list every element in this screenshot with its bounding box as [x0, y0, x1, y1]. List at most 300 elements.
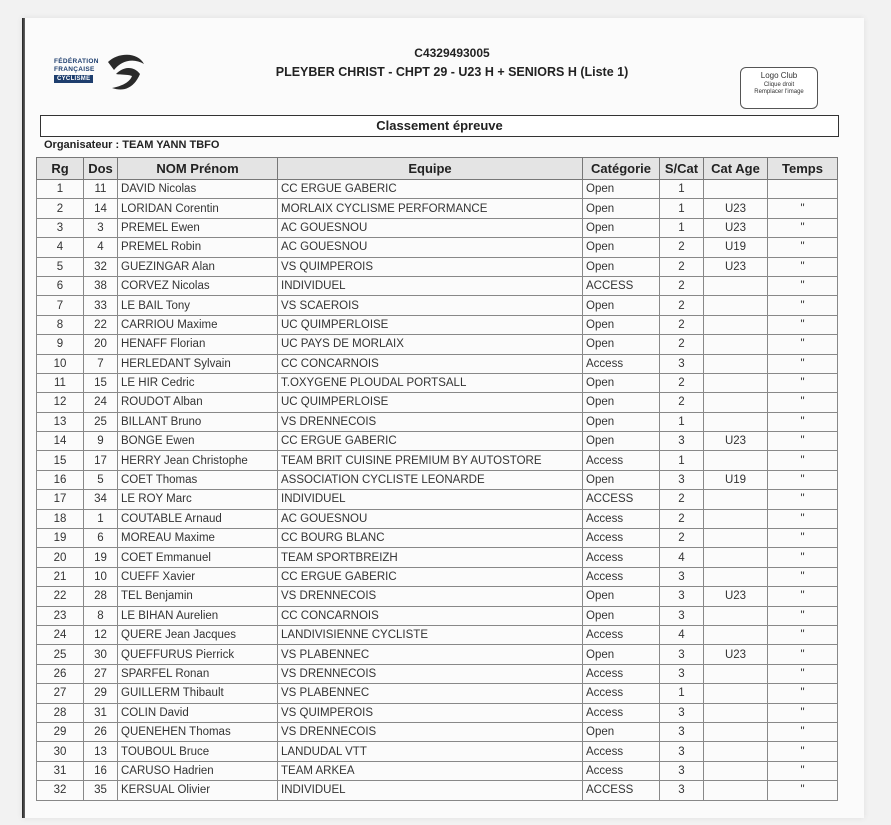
category-cell: Access: [583, 451, 660, 470]
table-row: [37, 412, 838, 431]
subcategory-cell: 3: [660, 761, 704, 780]
age-category-cell: U23: [704, 432, 768, 451]
table-row: [37, 238, 838, 257]
rider-name-cell: TEL Benjamin: [118, 587, 278, 606]
bib-cell: 24: [84, 393, 118, 412]
team-cell: UC QUIMPERLOISE: [278, 315, 583, 334]
column-header: Catégorie: [583, 158, 660, 180]
time-cell: ": [768, 276, 838, 295]
rank-cell: 20: [37, 548, 84, 567]
subcategory-cell: 2: [660, 238, 704, 257]
race-code: C4329493005: [414, 46, 490, 60]
rank-cell: 6: [37, 276, 84, 295]
category-cell: Open: [583, 722, 660, 741]
table-row: [37, 315, 838, 334]
team-cell: CC CONCARNOIS: [278, 354, 583, 373]
rider-name-cell: QUEFFURUS Pierrick: [118, 645, 278, 664]
time-cell: ": [768, 722, 838, 741]
time-cell: ": [768, 238, 838, 257]
category-cell: Access: [583, 703, 660, 722]
team-cell: CC ERGUE GABERIC: [278, 567, 583, 586]
time-cell: ": [768, 412, 838, 431]
team-cell: LANDIVISIENNE CYCLISTE: [278, 625, 583, 644]
bib-cell: 33: [84, 296, 118, 315]
age-category-cell: [704, 373, 768, 392]
bib-cell: 7: [84, 354, 118, 373]
subcategory-cell: 1: [660, 199, 704, 218]
bib-cell: 35: [84, 781, 118, 800]
bib-cell: 26: [84, 722, 118, 741]
rank-cell: 23: [37, 606, 84, 625]
table-row: [37, 218, 838, 237]
team-cell: AC GOUESNOU: [278, 509, 583, 528]
bib-cell: 29: [84, 684, 118, 703]
rank-cell: 30: [37, 742, 84, 761]
age-category-cell: [704, 509, 768, 528]
age-category-cell: [704, 490, 768, 509]
column-header: Cat Age: [704, 158, 768, 180]
team-cell: UC QUIMPERLOISE: [278, 393, 583, 412]
subcategory-cell: 1: [660, 451, 704, 470]
rider-name-cell: COLIN David: [118, 703, 278, 722]
team-cell: ASSOCIATION CYCLISTE LEONARDE: [278, 470, 583, 489]
subcategory-cell: 3: [660, 567, 704, 586]
table-row: [37, 548, 838, 567]
time-cell: ": [768, 664, 838, 683]
logo-line-3: CYCLISME: [54, 75, 93, 83]
time-cell: ": [768, 470, 838, 489]
team-cell: T.OXYGENE PLOUDAL PORTSALL: [278, 373, 583, 392]
bib-cell: 28: [84, 587, 118, 606]
rider-name-cell: CORVEZ Nicolas: [118, 276, 278, 295]
rider-name-cell: COUTABLE Arnaud: [118, 509, 278, 528]
bib-cell: 1: [84, 509, 118, 528]
subcategory-cell: 3: [660, 722, 704, 741]
rank-cell: 13: [37, 412, 84, 431]
table-row: [37, 703, 838, 722]
rider-name-cell: CUEFF Xavier: [118, 567, 278, 586]
subcategory-cell: 3: [660, 587, 704, 606]
rider-name-cell: HERLEDANT Sylvain: [118, 354, 278, 373]
age-category-cell: [704, 781, 768, 800]
age-category-cell: U19: [704, 470, 768, 489]
table-row: [37, 180, 838, 199]
time-cell: ": [768, 625, 838, 644]
subcategory-cell: 2: [660, 276, 704, 295]
subcategory-cell: 2: [660, 490, 704, 509]
rider-name-cell: GUILLERM Thibault: [118, 684, 278, 703]
bib-cell: 30: [84, 645, 118, 664]
time-cell: ": [768, 645, 838, 664]
category-cell: Open: [583, 218, 660, 237]
age-category-cell: [704, 761, 768, 780]
ffc-logo: [48, 48, 158, 98]
team-cell: CC ERGUE GABERIC: [278, 432, 583, 451]
team-cell: INDIVIDUEL: [278, 276, 583, 295]
rider-name-cell: LE BAIL Tony: [118, 296, 278, 315]
time-cell: ": [768, 199, 838, 218]
bib-cell: 19: [84, 548, 118, 567]
subcategory-cell: 4: [660, 625, 704, 644]
table-row: [37, 742, 838, 761]
rank-cell: 3: [37, 218, 84, 237]
rider-name-cell: COET Thomas: [118, 470, 278, 489]
table-row: [37, 761, 838, 780]
age-category-cell: [704, 742, 768, 761]
bib-cell: 15: [84, 373, 118, 392]
subcategory-cell: 2: [660, 509, 704, 528]
subcategory-cell: 3: [660, 354, 704, 373]
rank-cell: 11: [37, 373, 84, 392]
subcategory-cell: 2: [660, 257, 704, 276]
category-cell: Open: [583, 335, 660, 354]
subcategory-cell: 2: [660, 373, 704, 392]
category-cell: Access: [583, 354, 660, 373]
category-cell: Open: [583, 315, 660, 334]
table-row: [37, 490, 838, 509]
column-header: Temps: [768, 158, 838, 180]
time-cell: ": [768, 781, 838, 800]
subcategory-cell: 2: [660, 393, 704, 412]
rank-cell: 32: [37, 781, 84, 800]
category-cell: Access: [583, 761, 660, 780]
age-category-cell: [704, 393, 768, 412]
category-cell: Open: [583, 432, 660, 451]
table-row: [37, 781, 838, 800]
rider-name-cell: LE BIHAN Aurelien: [118, 606, 278, 625]
subcategory-cell: 4: [660, 548, 704, 567]
subcategory-cell: 2: [660, 335, 704, 354]
team-cell: VS DRENNECOIS: [278, 722, 583, 741]
time-cell: ": [768, 451, 838, 470]
subcategory-cell: 1: [660, 180, 704, 199]
category-cell: Open: [583, 587, 660, 606]
rider-name-cell: PREMEL Robin: [118, 238, 278, 257]
table-row: [37, 276, 838, 295]
subcategory-cell: 2: [660, 296, 704, 315]
time-cell: ": [768, 606, 838, 625]
rank-cell: 16: [37, 470, 84, 489]
subcategory-cell: 2: [660, 529, 704, 548]
team-cell: MORLAIX CYCLISME PERFORMANCE: [278, 199, 583, 218]
rank-cell: 10: [37, 354, 84, 373]
rider-name-cell: CARUSO Hadrien: [118, 761, 278, 780]
team-cell: INDIVIDUEL: [278, 781, 583, 800]
rider-name-cell: BILLANT Bruno: [118, 412, 278, 431]
table-row: [37, 335, 838, 354]
subcategory-cell: 3: [660, 742, 704, 761]
rider-name-cell: CARRIOU Maxime: [118, 315, 278, 334]
category-cell: Open: [583, 373, 660, 392]
bib-cell: 31: [84, 703, 118, 722]
time-cell: ": [768, 509, 838, 528]
age-category-cell: [704, 606, 768, 625]
team-cell: CC BOURG BLANC: [278, 529, 583, 548]
rank-cell: 2: [37, 199, 84, 218]
age-category-cell: [704, 567, 768, 586]
category-cell: ACCESS: [583, 490, 660, 509]
subcategory-cell: 3: [660, 432, 704, 451]
time-cell: ": [768, 393, 838, 412]
table-row: [37, 296, 838, 315]
time-cell: ": [768, 548, 838, 567]
race-title: PLEYBER CHRIST - CHPT 29 - U23 H + SENIORS H (Liste 1): [275, 65, 629, 79]
time-cell: ": [768, 567, 838, 586]
bib-cell: 14: [84, 199, 118, 218]
team-cell: TEAM SPORTBREIZH: [278, 548, 583, 567]
bib-cell: 17: [84, 451, 118, 470]
rank-cell: 24: [37, 625, 84, 644]
table-row: [37, 257, 838, 276]
team-cell: VS PLABENNEC: [278, 645, 583, 664]
table-row: [37, 684, 838, 703]
rider-name-cell: LE ROY Marc: [118, 490, 278, 509]
subcategory-cell: 2: [660, 315, 704, 334]
rank-cell: 5: [37, 257, 84, 276]
table-row: [37, 451, 838, 470]
subcategory-cell: 3: [660, 645, 704, 664]
column-header: NOM Prénom: [118, 158, 278, 180]
rider-name-cell: HENAFF Florian: [118, 335, 278, 354]
rank-cell: 26: [37, 664, 84, 683]
category-cell: Open: [583, 199, 660, 218]
time-cell: ": [768, 432, 838, 451]
team-cell: VS QUIMPEROIS: [278, 703, 583, 722]
time-cell: ": [768, 529, 838, 548]
subcategory-cell: 1: [660, 684, 704, 703]
category-cell: Open: [583, 412, 660, 431]
rank-cell: 31: [37, 761, 84, 780]
column-header: Dos: [84, 158, 118, 180]
age-category-cell: [704, 722, 768, 741]
time-cell: ": [768, 742, 838, 761]
rider-name-cell: GUEZINGAR Alan: [118, 257, 278, 276]
rank-cell: 7: [37, 296, 84, 315]
table-row: [37, 722, 838, 741]
category-cell: Open: [583, 645, 660, 664]
table-row: [37, 625, 838, 644]
bib-cell: 38: [84, 276, 118, 295]
bib-cell: 8: [84, 606, 118, 625]
age-category-cell: [704, 703, 768, 722]
bib-cell: 11: [84, 180, 118, 199]
team-cell: UC PAYS DE MORLAIX: [278, 335, 583, 354]
time-cell: ": [768, 587, 838, 606]
rider-name-cell: QUENEHEN Thomas: [118, 722, 278, 741]
age-category-cell: [704, 684, 768, 703]
time-cell: ": [768, 218, 838, 237]
rider-name-cell: SPARFEL Ronan: [118, 664, 278, 683]
team-cell: INDIVIDUEL: [278, 490, 583, 509]
age-category-cell: [704, 354, 768, 373]
category-cell: Access: [583, 548, 660, 567]
subcategory-cell: 1: [660, 218, 704, 237]
rider-name-cell: LORIDAN Corentin: [118, 199, 278, 218]
age-category-cell: [704, 296, 768, 315]
logo-club-placeholder: [740, 67, 818, 109]
age-category-cell: [704, 451, 768, 470]
rider-name-cell: COET Emmanuel: [118, 548, 278, 567]
team-cell: VS PLABENNEC: [278, 684, 583, 703]
age-category-cell: [704, 315, 768, 334]
table-row: [37, 664, 838, 683]
column-header: S/Cat: [660, 158, 704, 180]
bib-cell: 34: [84, 490, 118, 509]
rank-cell: 22: [37, 587, 84, 606]
age-category-cell: U23: [704, 218, 768, 237]
team-cell: AC GOUESNOU: [278, 218, 583, 237]
rider-name-cell: ROUDOT Alban: [118, 393, 278, 412]
subcategory-cell: 3: [660, 470, 704, 489]
rank-cell: 19: [37, 529, 84, 548]
table-row: [37, 373, 838, 392]
logo-club-hint-2: Remplacer l'image: [754, 89, 804, 95]
rank-cell: 9: [37, 335, 84, 354]
bib-cell: 5: [84, 470, 118, 489]
category-cell: Open: [583, 606, 660, 625]
logo-line-1: FÉDÉRATION: [54, 58, 99, 65]
logo-club-hint-1: Clique droit: [763, 82, 795, 88]
time-cell: [768, 180, 838, 199]
age-category-cell: U23: [704, 257, 768, 276]
category-cell: Access: [583, 529, 660, 548]
table-row: [37, 432, 838, 451]
table-row: [37, 509, 838, 528]
time-cell: ": [768, 354, 838, 373]
subcategory-cell: 3: [660, 781, 704, 800]
logo-line-2: FRANÇAISE: [54, 66, 95, 73]
team-cell: VS DRENNECOIS: [278, 587, 583, 606]
time-cell: ": [768, 490, 838, 509]
team-cell: CC CONCARNOIS: [278, 606, 583, 625]
age-category-cell: U23: [704, 199, 768, 218]
table-row: [37, 470, 838, 489]
rank-cell: 27: [37, 684, 84, 703]
category-cell: Access: [583, 509, 660, 528]
team-cell: TEAM ARKEA: [278, 761, 583, 780]
rank-cell: 28: [37, 703, 84, 722]
rider-name-cell: PREMEL Ewen: [118, 218, 278, 237]
rider-name-cell: BONGE Ewen: [118, 432, 278, 451]
bib-cell: 13: [84, 742, 118, 761]
section-title: Classement épreuve: [40, 115, 839, 137]
team-cell: VS SCAEROIS: [278, 296, 583, 315]
subcategory-cell: 3: [660, 664, 704, 683]
category-cell: Open: [583, 238, 660, 257]
team-cell: VS DRENNECOIS: [278, 664, 583, 683]
time-cell: ": [768, 315, 838, 334]
team-cell: TEAM BRIT CUISINE PREMIUM BY AUTOSTORE: [278, 451, 583, 470]
results-table: [36, 157, 838, 801]
rank-cell: 12: [37, 393, 84, 412]
table-row: [37, 199, 838, 218]
age-category-cell: [704, 412, 768, 431]
age-category-cell: [704, 664, 768, 683]
team-cell: LANDUDAL VTT: [278, 742, 583, 761]
category-cell: Access: [583, 742, 660, 761]
age-category-cell: [704, 276, 768, 295]
team-cell: VS QUIMPEROIS: [278, 257, 583, 276]
bib-cell: 32: [84, 257, 118, 276]
results-sheet: [22, 18, 864, 818]
category-cell: Open: [583, 470, 660, 489]
category-cell: Access: [583, 567, 660, 586]
age-category-cell: [704, 335, 768, 354]
rider-name-cell: TOUBOUL Bruce: [118, 742, 278, 761]
rank-cell: 29: [37, 722, 84, 741]
bib-cell: 12: [84, 625, 118, 644]
table-header-row: [37, 158, 838, 180]
table-row: [37, 587, 838, 606]
table-row: [37, 529, 838, 548]
rider-name-cell: QUERE Jean Jacques: [118, 625, 278, 644]
bib-cell: 20: [84, 335, 118, 354]
category-cell: Open: [583, 296, 660, 315]
table-row: [37, 393, 838, 412]
time-cell: ": [768, 684, 838, 703]
bib-cell: 10: [84, 567, 118, 586]
column-header: Rg: [37, 158, 84, 180]
bib-cell: 16: [84, 761, 118, 780]
table-row: [37, 567, 838, 586]
bib-cell: 4: [84, 238, 118, 257]
time-cell: ": [768, 761, 838, 780]
category-cell: Access: [583, 664, 660, 683]
age-category-cell: U19: [704, 238, 768, 257]
age-category-cell: [704, 548, 768, 567]
team-cell: CC ERGUE GABERIC: [278, 180, 583, 199]
organiser-line: Organisateur : TEAM YANN TBFO: [44, 139, 220, 151]
bib-cell: 9: [84, 432, 118, 451]
category-cell: Access: [583, 684, 660, 703]
table-row: [37, 354, 838, 373]
time-cell: ": [768, 257, 838, 276]
table-row: [37, 606, 838, 625]
category-cell: Access: [583, 625, 660, 644]
category-cell: Open: [583, 180, 660, 199]
category-cell: Open: [583, 393, 660, 412]
bib-cell: 27: [84, 664, 118, 683]
column-header: Equipe: [278, 158, 583, 180]
time-cell: ": [768, 373, 838, 392]
rider-name-cell: DAVID Nicolas: [118, 180, 278, 199]
rank-cell: 18: [37, 509, 84, 528]
bib-cell: 6: [84, 529, 118, 548]
rider-name-cell: MOREAU Maxime: [118, 529, 278, 548]
age-category-cell: U23: [704, 587, 768, 606]
subcategory-cell: 3: [660, 703, 704, 722]
team-cell: VS DRENNECOIS: [278, 412, 583, 431]
category-cell: ACCESS: [583, 781, 660, 800]
bib-cell: 25: [84, 412, 118, 431]
rider-name-cell: LE HIR Cedric: [118, 373, 278, 392]
rank-cell: 1: [37, 180, 84, 199]
logo-club-label: Logo Club: [760, 71, 798, 80]
time-cell: ": [768, 703, 838, 722]
rider-name-cell: KERSUAL Olivier: [118, 781, 278, 800]
category-cell: ACCESS: [583, 276, 660, 295]
age-category-cell: [704, 529, 768, 548]
rank-cell: 14: [37, 432, 84, 451]
team-cell: AC GOUESNOU: [278, 238, 583, 257]
category-cell: Open: [583, 257, 660, 276]
bib-cell: 3: [84, 218, 118, 237]
age-category-cell: [704, 625, 768, 644]
age-category-cell: [704, 180, 768, 199]
subcategory-cell: 1: [660, 412, 704, 431]
time-cell: ": [768, 335, 838, 354]
rank-cell: 15: [37, 451, 84, 470]
